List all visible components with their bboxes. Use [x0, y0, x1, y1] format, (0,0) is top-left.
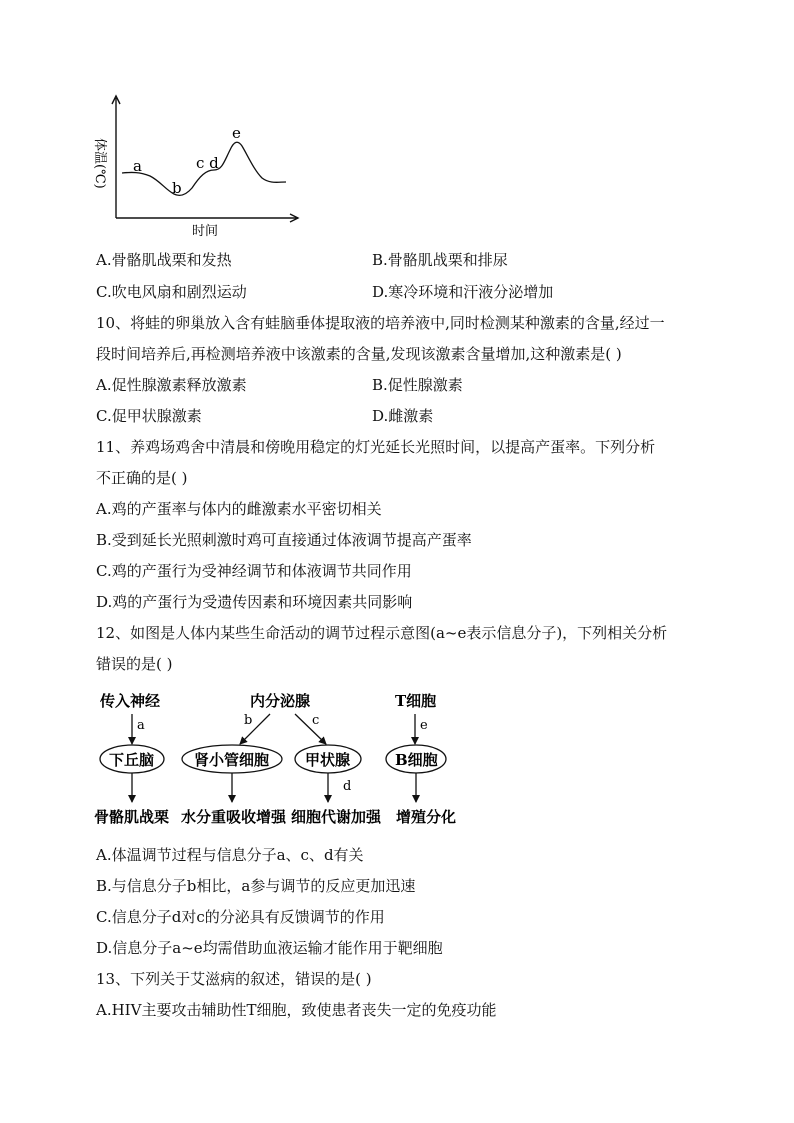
temperature-graph: [88, 92, 308, 242]
q12-stem-line2: 错误的是( ): [96, 655, 173, 673]
q12-option-b: B.与信息分子b相比，a参与调节的反应更加迅速: [96, 877, 416, 895]
effect-proliferation: 增殖分化: [396, 808, 457, 826]
graph-y-label: 体温(℃): [92, 138, 107, 189]
q13-option-a: A.HIV主要攻击辅助性T细胞，致使患者丧失一定的免疫功能: [96, 1001, 497, 1019]
regulation-diagram: [90, 684, 480, 832]
q10-option-a: A.促性腺激素释放激素: [96, 376, 247, 394]
target-thyroid: 甲状腺: [305, 751, 351, 769]
q9-option-b: B.骨骼肌战栗和排尿: [372, 251, 508, 269]
q13-stem: 13、下列关于艾滋病的叙述，错误的是( ): [96, 970, 372, 988]
target-hypothalamus: 下丘脑: [109, 751, 155, 769]
source-endocrine-gland: 内分泌腺: [250, 692, 311, 710]
graph-point-a: a: [133, 157, 142, 175]
effect-water-reabsorption: 水分重吸收增强: [181, 808, 287, 826]
q9-option-d: D.寒冷环境和汗液分泌增加: [372, 283, 554, 301]
graph-point-cd: c d: [196, 154, 219, 172]
signal-d: d: [343, 779, 352, 794]
graph-x-label: 时间: [192, 224, 219, 239]
q11-option-c: C.鸡的产蛋行为受神经调节和体液调节共同作用: [96, 562, 412, 580]
signal-b: b: [244, 713, 253, 728]
q9-option-a: A.骨骼肌战栗和发热: [96, 251, 232, 269]
signal-e: e: [420, 718, 428, 733]
q10-option-c: C.促甲状腺激素: [96, 407, 202, 425]
graph-point-b: b: [172, 179, 182, 197]
q12-option-a: A.体温调节过程与信息分子a、c、d有关: [96, 846, 364, 864]
q10-stem-line2: 段时间培养后,再检测培养液中该激素的含量,发现该激素含量增加,这种激素是( ): [96, 345, 622, 363]
q11-option-b: B.受到延长光照刺激时鸡可直接通过体液调节提高产蛋率: [96, 531, 472, 549]
target-kidney-tubule-cell: 肾小管细胞: [194, 751, 270, 769]
q9-option-c: C.吹电风扇和剧烈运动: [96, 283, 247, 301]
signal-c: c: [312, 713, 320, 728]
arrow-c: [295, 714, 326, 744]
q10-option-b: B.促性腺激素: [372, 376, 463, 394]
effect-metabolism: 细胞代谢加强: [291, 808, 382, 826]
effect-shiver: 骨骼肌战栗: [94, 808, 170, 826]
q11-stem-line2: 不正确的是( ): [96, 469, 188, 487]
signal-a: a: [137, 718, 145, 733]
q12-stem-line1: 12、如图是人体内某些生命活动的调节过程示意图(a~e表示信息分子)，下列相关分析: [96, 624, 668, 642]
q12-option-d: D.信息分子a~e均需借助血液运输才能作用于靶细胞: [96, 939, 443, 957]
q12-option-c: C.信息分子d对c的分泌具有反馈调节的作用: [96, 908, 385, 926]
q10-stem-line1: 10、将蛙的卵巢放入含有蛙脑垂体提取液的培养液中,同时检测某种激素的含量,经过一: [96, 314, 665, 332]
q10-option-d: D.雌激素: [372, 407, 434, 425]
source-t-cell: T细胞: [395, 692, 437, 710]
source-afferent-nerve: 传入神经: [100, 692, 161, 710]
q11-option-d: D.鸡的产蛋行为受遗传因素和环境因素共同影响: [96, 593, 413, 611]
target-b-cell: B细胞: [395, 751, 438, 769]
q11-option-a: A.鸡的产蛋率与体内的雌激素水平密切相关: [96, 500, 382, 518]
q11-stem-line1: 11、养鸡场鸡舍中清晨和傍晚用稳定的灯光延长光照时间，以提高产蛋率。下列分析: [96, 438, 656, 456]
graph-point-e: e: [232, 124, 241, 142]
